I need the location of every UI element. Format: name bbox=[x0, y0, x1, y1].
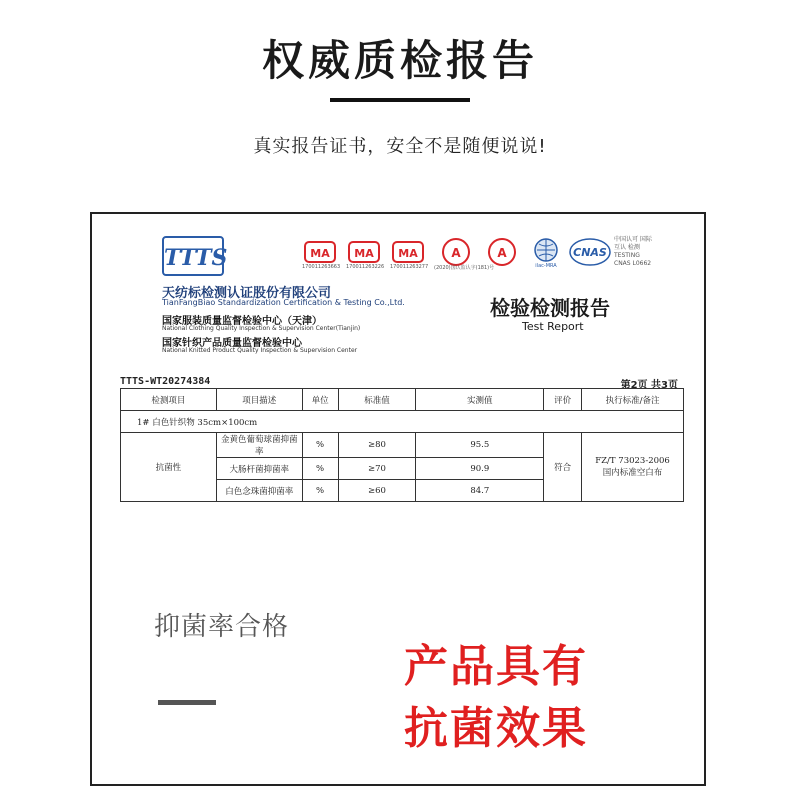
unit-cell: % bbox=[302, 433, 338, 458]
seal-number: (2020)国认监认字(181)号 bbox=[434, 265, 495, 271]
cal-seal-icon bbox=[486, 236, 518, 268]
table-row bbox=[121, 433, 684, 458]
center1-en: National Clothing Quality Inspection & Supervision Center(Tianjin) bbox=[162, 325, 361, 332]
column-header: 标准值 bbox=[338, 389, 416, 411]
column-header: 检测项目 bbox=[121, 389, 217, 411]
item-description: 大肠杆菌抑菌率 bbox=[216, 458, 302, 480]
sample-description: 1# 白色针织物 35cm×100cm bbox=[121, 411, 684, 433]
center2-cn: 国家针织产品质量监督检验中心 bbox=[162, 338, 302, 349]
report-title-cn: 检验检测报告 bbox=[490, 296, 610, 320]
svg-text:MA: MA bbox=[398, 247, 418, 260]
item-description: 金黄色葡萄球菌抑菌率 bbox=[216, 433, 302, 458]
ttts-logo: TTTS bbox=[162, 236, 224, 276]
page-title: 权威质检报告 bbox=[261, 36, 538, 85]
seal-number: 170011263226 bbox=[346, 264, 385, 270]
svg-text:CNAS: CNAS bbox=[573, 246, 607, 259]
report-title-en: Test Report bbox=[522, 320, 584, 333]
report-card bbox=[90, 212, 706, 786]
unit-cell: % bbox=[302, 458, 338, 480]
standard-note-cell bbox=[582, 433, 684, 502]
standard-remark: 国内标准空白布 bbox=[602, 468, 663, 478]
pass-label: 抑菌率合格 bbox=[154, 612, 290, 642]
center1-cn: 国家服装质量监督检验中心（天津） bbox=[162, 316, 322, 327]
column-header: 实测值 bbox=[416, 389, 544, 411]
standard-value: ≥60 bbox=[338, 480, 416, 502]
cnas-note: 中国认可 国际互认 检测 TESTING CNAS L0662 bbox=[614, 236, 652, 267]
standard-value: ≥70 bbox=[338, 458, 416, 480]
unit-cell: % bbox=[302, 480, 338, 502]
org-name-en: TianFangBiao Standardization Certification & Testing Co.,Ltd. bbox=[162, 298, 405, 307]
document-number: TTTS-WT20274384 bbox=[120, 376, 211, 387]
svg-text:MA: MA bbox=[354, 247, 374, 260]
svg-text:A: A bbox=[497, 246, 507, 260]
page-indicator: 第2页 共3页 bbox=[620, 380, 678, 391]
item-description: 白色念珠菌抑菌率 bbox=[216, 480, 302, 502]
claim-line-2: 抗菌效果 bbox=[404, 703, 588, 754]
test-item: 抗菌性 bbox=[121, 433, 217, 502]
column-header: 项目描述 bbox=[216, 389, 302, 411]
ilac-mra-icon bbox=[530, 236, 562, 268]
column-header: 执行标准/备注 bbox=[582, 389, 684, 411]
decorative-dash bbox=[158, 700, 216, 705]
standard-code: FZ/T 73023-2006 bbox=[595, 456, 670, 466]
seal-number: 170011263663 bbox=[302, 264, 341, 270]
measured-value: 84.7 bbox=[416, 480, 544, 502]
table-header-row bbox=[121, 389, 684, 411]
measured-value: 90.9 bbox=[416, 458, 544, 480]
cnas-logo-icon bbox=[568, 236, 612, 268]
svg-text:ilac-MRA: ilac-MRA bbox=[535, 263, 557, 268]
standard-value: ≥80 bbox=[338, 433, 416, 458]
column-header: 单位 bbox=[302, 389, 338, 411]
claim-line-1: 产品具有 bbox=[404, 641, 588, 692]
svg-text:A: A bbox=[451, 246, 461, 260]
column-header: 评价 bbox=[544, 389, 582, 411]
org-name-cn: 天纺标检测认证股份有限公司 bbox=[162, 286, 332, 301]
report-table bbox=[120, 388, 684, 502]
sample-row bbox=[121, 411, 684, 433]
center2-en: National Knitted Product Quality Inspection & Supervision Center bbox=[162, 347, 358, 354]
evaluation-cell: 符合 bbox=[544, 433, 582, 502]
measured-value: 95.5 bbox=[416, 433, 544, 458]
page-subtitle: 真实报告证书，安全不是随便说说! bbox=[253, 136, 547, 157]
seal-number: 170011263277 bbox=[390, 264, 429, 270]
title-underline bbox=[330, 98, 470, 102]
svg-text:MA: MA bbox=[310, 247, 330, 260]
